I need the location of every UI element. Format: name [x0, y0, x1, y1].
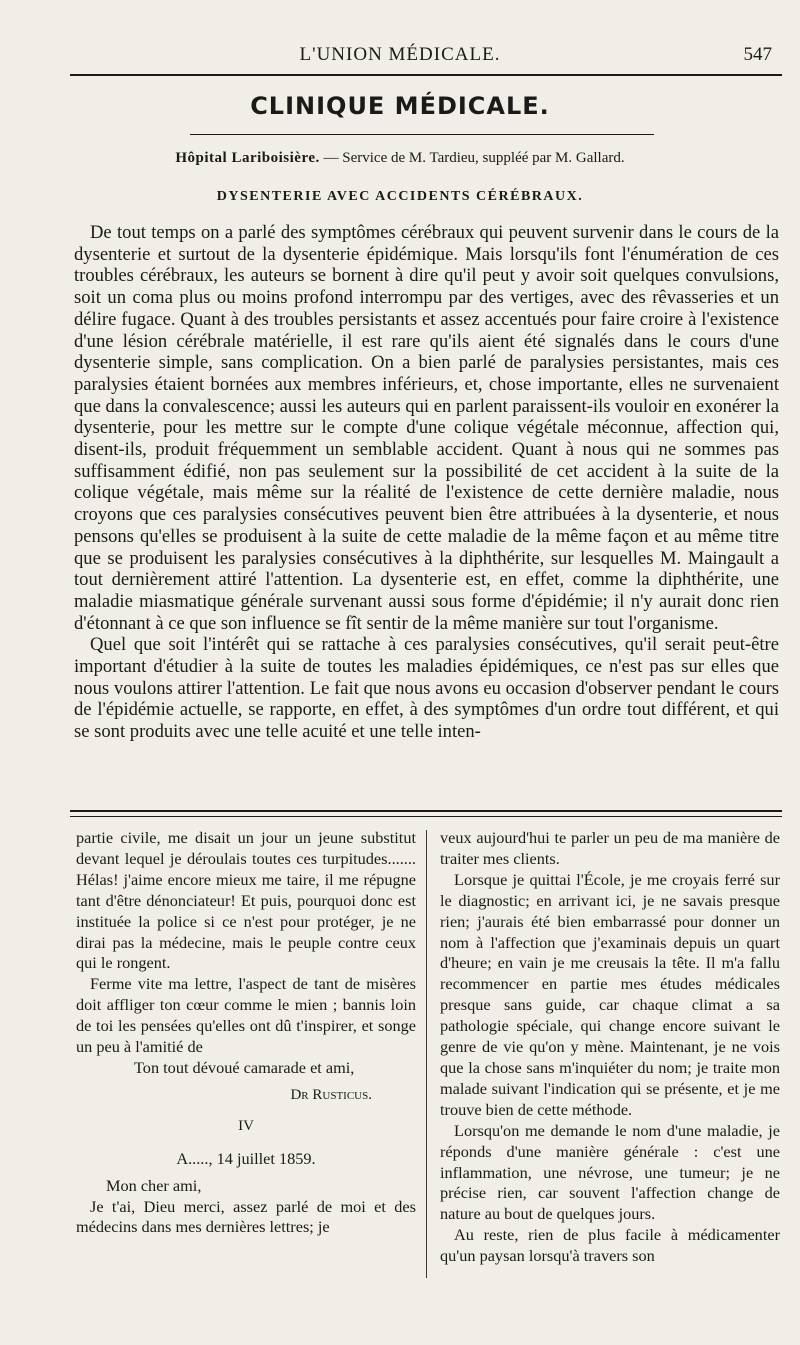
feuilleton-rule-top: [70, 810, 782, 812]
section-title: CLINIQUE MÉDICALE.: [250, 92, 550, 120]
letter-section-number: IV: [238, 1117, 254, 1134]
article-title: DYSENTERIE AVEC ACCIDENTS CÉRÉBRAUX.: [216, 189, 584, 204]
hospital-line: [0, 150, 800, 167]
running-head: [0, 44, 800, 70]
letter-signature: Dr Rusticus.: [290, 1086, 372, 1103]
feuilleton-paragraph: veux aujourd'hui te parler un peu de ma manière de traiter mes clients.: [440, 828, 780, 868]
feuilleton-right-column: [440, 828, 780, 1267]
feuilleton-paragraph: Je t'ai, Dieu merci, assez parlé de moi et des médecins dans mes dernières lettres; je: [76, 1196, 416, 1237]
feuilleton-paragraph: Ferme vite ma lettre, l'aspect de tant de misères doit affliger ton cœur comme le mien ; bannis loin de toi les pensées qu'elles ont dû t'inspirer, et songe un peu à l'amitié de: [76, 974, 416, 1057]
feuilleton-paragraph: Au reste, rien de plus facile à médicamenter qu'un paysan lorsqu'à travers son: [440, 1225, 780, 1266]
feuilleton-paragraph: Lorsque je quittai l'École, je me croyais ferré sur le diagnostic; en arrivant ici, je ne savais presque rien; j'aurais été bien embarrassé pour donner un nom à l'affection que j'examinais depuis un quart d'heure; en vain je me creusais la tête. Il m'a fallu recommencer en partie mes études médicales presque sans guide, car chaque climat a sa pathologie spéciale, qui change encore suivant le genre de vie qu'on y mène. Maintenant, je ne vois que la chose sans m'inquiéter du nom; je traite mon malade suivant l'indication qui se présente, et je me trouve bien de cette méthode.: [440, 869, 780, 1119]
running-title: L'UNION MÉDICALE.: [299, 44, 501, 65]
letter-dateline: A....., 14 juillet 1859.: [176, 1148, 316, 1168]
feuilleton-paragraph: partie civile, me disait un jour un jeune substitut devant lequel je déroulais toutes ces turpitudes....... Hélas! j'aime encore mieux me taire, il me répugne tant d'être dénonciateur! Et puis, pourquoi donc est instituée la police si ce n'est pour protéger, je ne dirai pas la médecine, mais le peuple contre ceux qui le rongent.: [76, 828, 416, 973]
article-paragraph: De tout temps on a parlé des symptômes cérébraux qui peuvent survenir dans le cours de la dysenterie et surtout de la dysenterie épidémique. Mais lorsqu'ils font l'énumération de ces troubles cérébraux, les auteurs se bornent à dire qu'il peut y avoir soit quelques convulsions, soit un coma plus ou moins profond interrompu par des vertiges, avec des rêvasseries et un délire fugace. Quant à des troubles persistants et assez accentués pour faire croire à l'existence d'une lésion cérébrale matérielle, il est rare qu'ils aient été signalés dans le cours d'une dysenterie simple, sans complication. On a bien parlé de paralysies persistantes, mais ces paralysies étaient bornées aux membres inférieurs, et, chose importante, elles ne survenaient que dans la convalescence; aussi les auteurs qui en parlent paraissent-ils vouloir en exonérer la dysenterie, pour les mettre sur le compte d'une colique végétale méconnue, affection qui, disent-ils, produit fréquemment un semblable accident. Quant à nous qui ne sommes pas suffisamment édifié, non pas seulement sur la possibilité de cet accident à la suite de la colique végétale, mais même sur la réalité de l'existence de cette dernière maladie, nous croyons que ces paralysies consécutives peuvent bien être attribuées à la dysenterie, et nous pensons qu'elles se produisent à la suite de cette maladie de la même façon et au même titre que se produisent les paralysies consécutives à la diphthérite, sur lesquelles M. Maingault a tout dernièrement attiré l'attention. La dysenterie est, en effet, comme la diphthérite, une maladie miasmatique générale survenant aussi sous forme d'épidémie; il n'y aurait donc rien d'étonnant à ce que son influence se fît sentir de la même manière sur tout l'organisme.: [74, 222, 779, 634]
page-number: 547: [743, 44, 772, 65]
letter-closing: Ton tout dévoué camarade et ami,: [134, 1057, 355, 1077]
column-divider: [426, 830, 427, 1278]
hospital-service: — Service de M. Tardieu, suppléé par M. Gallard.: [319, 150, 625, 166]
feuilleton-paragraph: Lorsqu'on me demande le nom d'une maladie, je réponds d'une manière générale : c'est une inflammation, une névrose, une tumeur; je ne précise rien, car souvent l'affection change de nature au bout de quelques jours.: [440, 1120, 780, 1224]
hospital-name: Hôpital Lariboisière.: [175, 150, 320, 166]
feuilleton-left-column: [76, 828, 416, 1238]
section-title-rule: [190, 134, 654, 135]
header-rule: [70, 74, 782, 76]
article-paragraph: Quel que soit l'intérêt qui se rattache à ces paralysies consécutives, qu'il serait peut-être important d'étudier à la suite de toutes les maladies épidémiques, ce n'est pas sur elles que nous voulons attirer l'attention. Le fait que nous avons eu occasion d'observer pendant le cours de l'épidémie actuelle, se rapporte, en effet, à des symptômes d'un ordre tout différent, et qui se sont produits avec une telle acuité et une telle inten-: [74, 634, 779, 743]
feuilleton-rule-bottom: [70, 816, 782, 817]
article-body: [74, 222, 779, 743]
letter-salutation: Mon cher ami,: [106, 1175, 202, 1195]
